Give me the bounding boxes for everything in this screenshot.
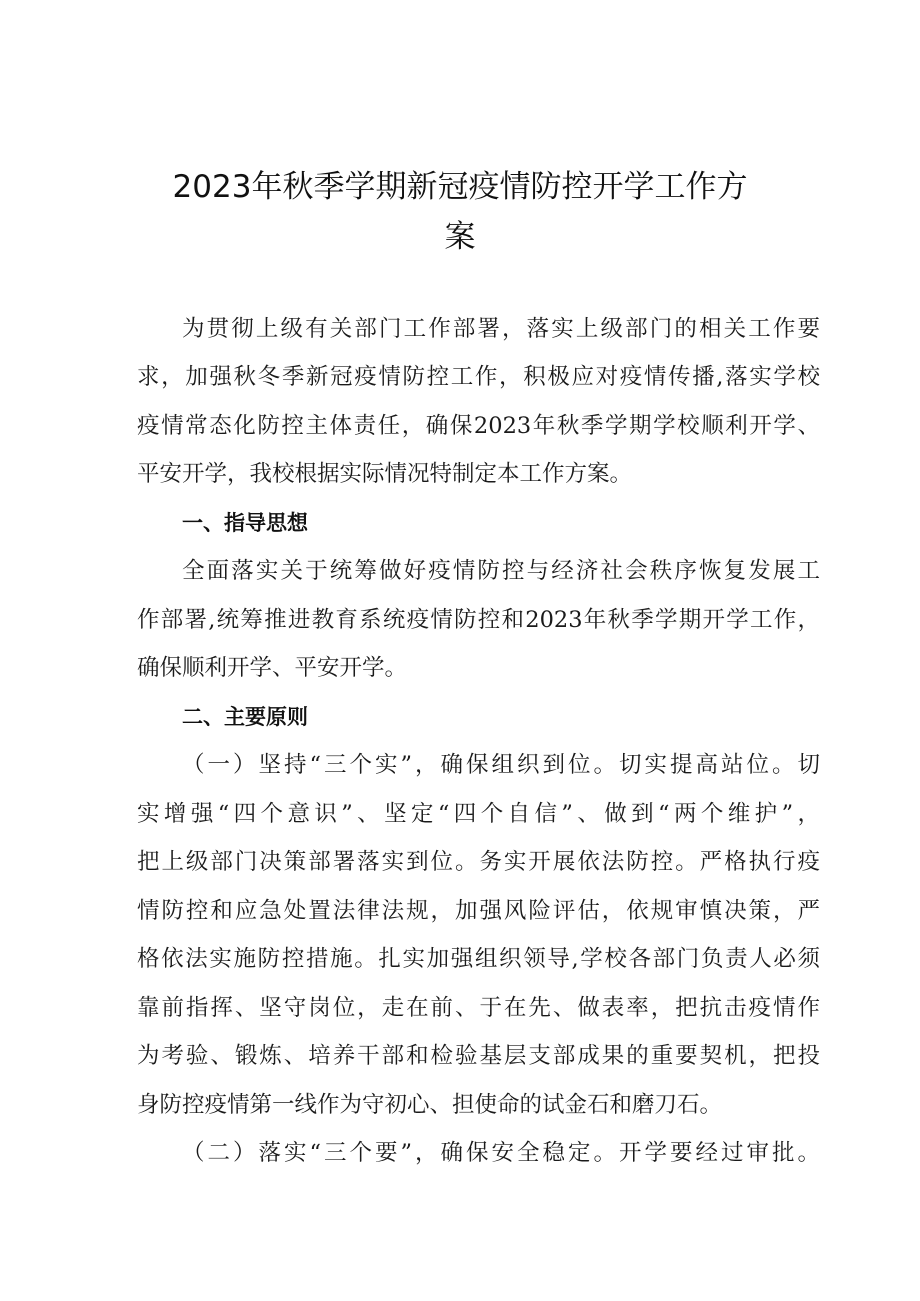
intro-line: 为贯彻上级有关部门工作部署，落实上级部门的相关工作要 — [182, 316, 820, 342]
section2-para1-line: 实增强“四个意识”、坚定“四个自信”、做到“两个维护”， — [137, 801, 820, 827]
section2-para1-line: 把上级部门决策部署落实到位。务实开展依法防控。严格执行疫 — [137, 849, 820, 875]
section1-line: 全面落实关于统筹做好疫情防控与经济社会秩序恢复发展工 — [182, 558, 820, 584]
section2-para1-line: （一）坚持“三个实”，确保组织到位。切实提高站位。切 — [182, 752, 820, 778]
section2-para1-line: 靠前指挥、坚守岗位，走在前、于在先、做表率，把抗击疫情作 — [137, 995, 820, 1021]
section-heading-guiding-ideology: 一、指导思想 — [182, 511, 308, 535]
document-title-line-2: 案 — [444, 219, 476, 255]
section2-para1-line: 身防控疫情第一线作为守初心、担使命的试金石和磨刀石。 — [137, 1092, 723, 1118]
section2-para1-line: 格依法实施防控措施。扎实加强组织领导,学校各部门负责人必须 — [137, 946, 820, 972]
section-heading-main-principles: 二、主要原则 — [182, 705, 308, 729]
section2-para1-line: 为考验、锻炼、培养干部和检验基层支部成果的重要契机，把投 — [137, 1043, 820, 1069]
intro-line: 疫情常态化防控主体责任，确保2023年秋季学期学校顺利开学、 — [137, 413, 820, 439]
intro-line: 求，加强秋冬季新冠疫情防控工作，积极应对疫情传播,落实学校 — [137, 364, 820, 390]
section2-para1-line: 情防控和应急处置法律法规，加强风险评估，依规审慎决策，严 — [137, 898, 820, 924]
section2-para2-line: （二）落实“三个要”，确保安全稳定。开学要经过审批。 — [182, 1140, 820, 1166]
document-title-line-1: 2023年秋季学期新冠疫情防控开学工作方 — [172, 169, 748, 205]
section1-line: 作部署,统筹推进教育系统疫情防控和2023年秋季学期开学工作， — [137, 607, 820, 633]
section1-line: 确保顺利开学、平安开学。 — [137, 655, 408, 681]
intro-line: 平安开学，我校根据实际情况特制定本工作方案。 — [137, 461, 633, 487]
